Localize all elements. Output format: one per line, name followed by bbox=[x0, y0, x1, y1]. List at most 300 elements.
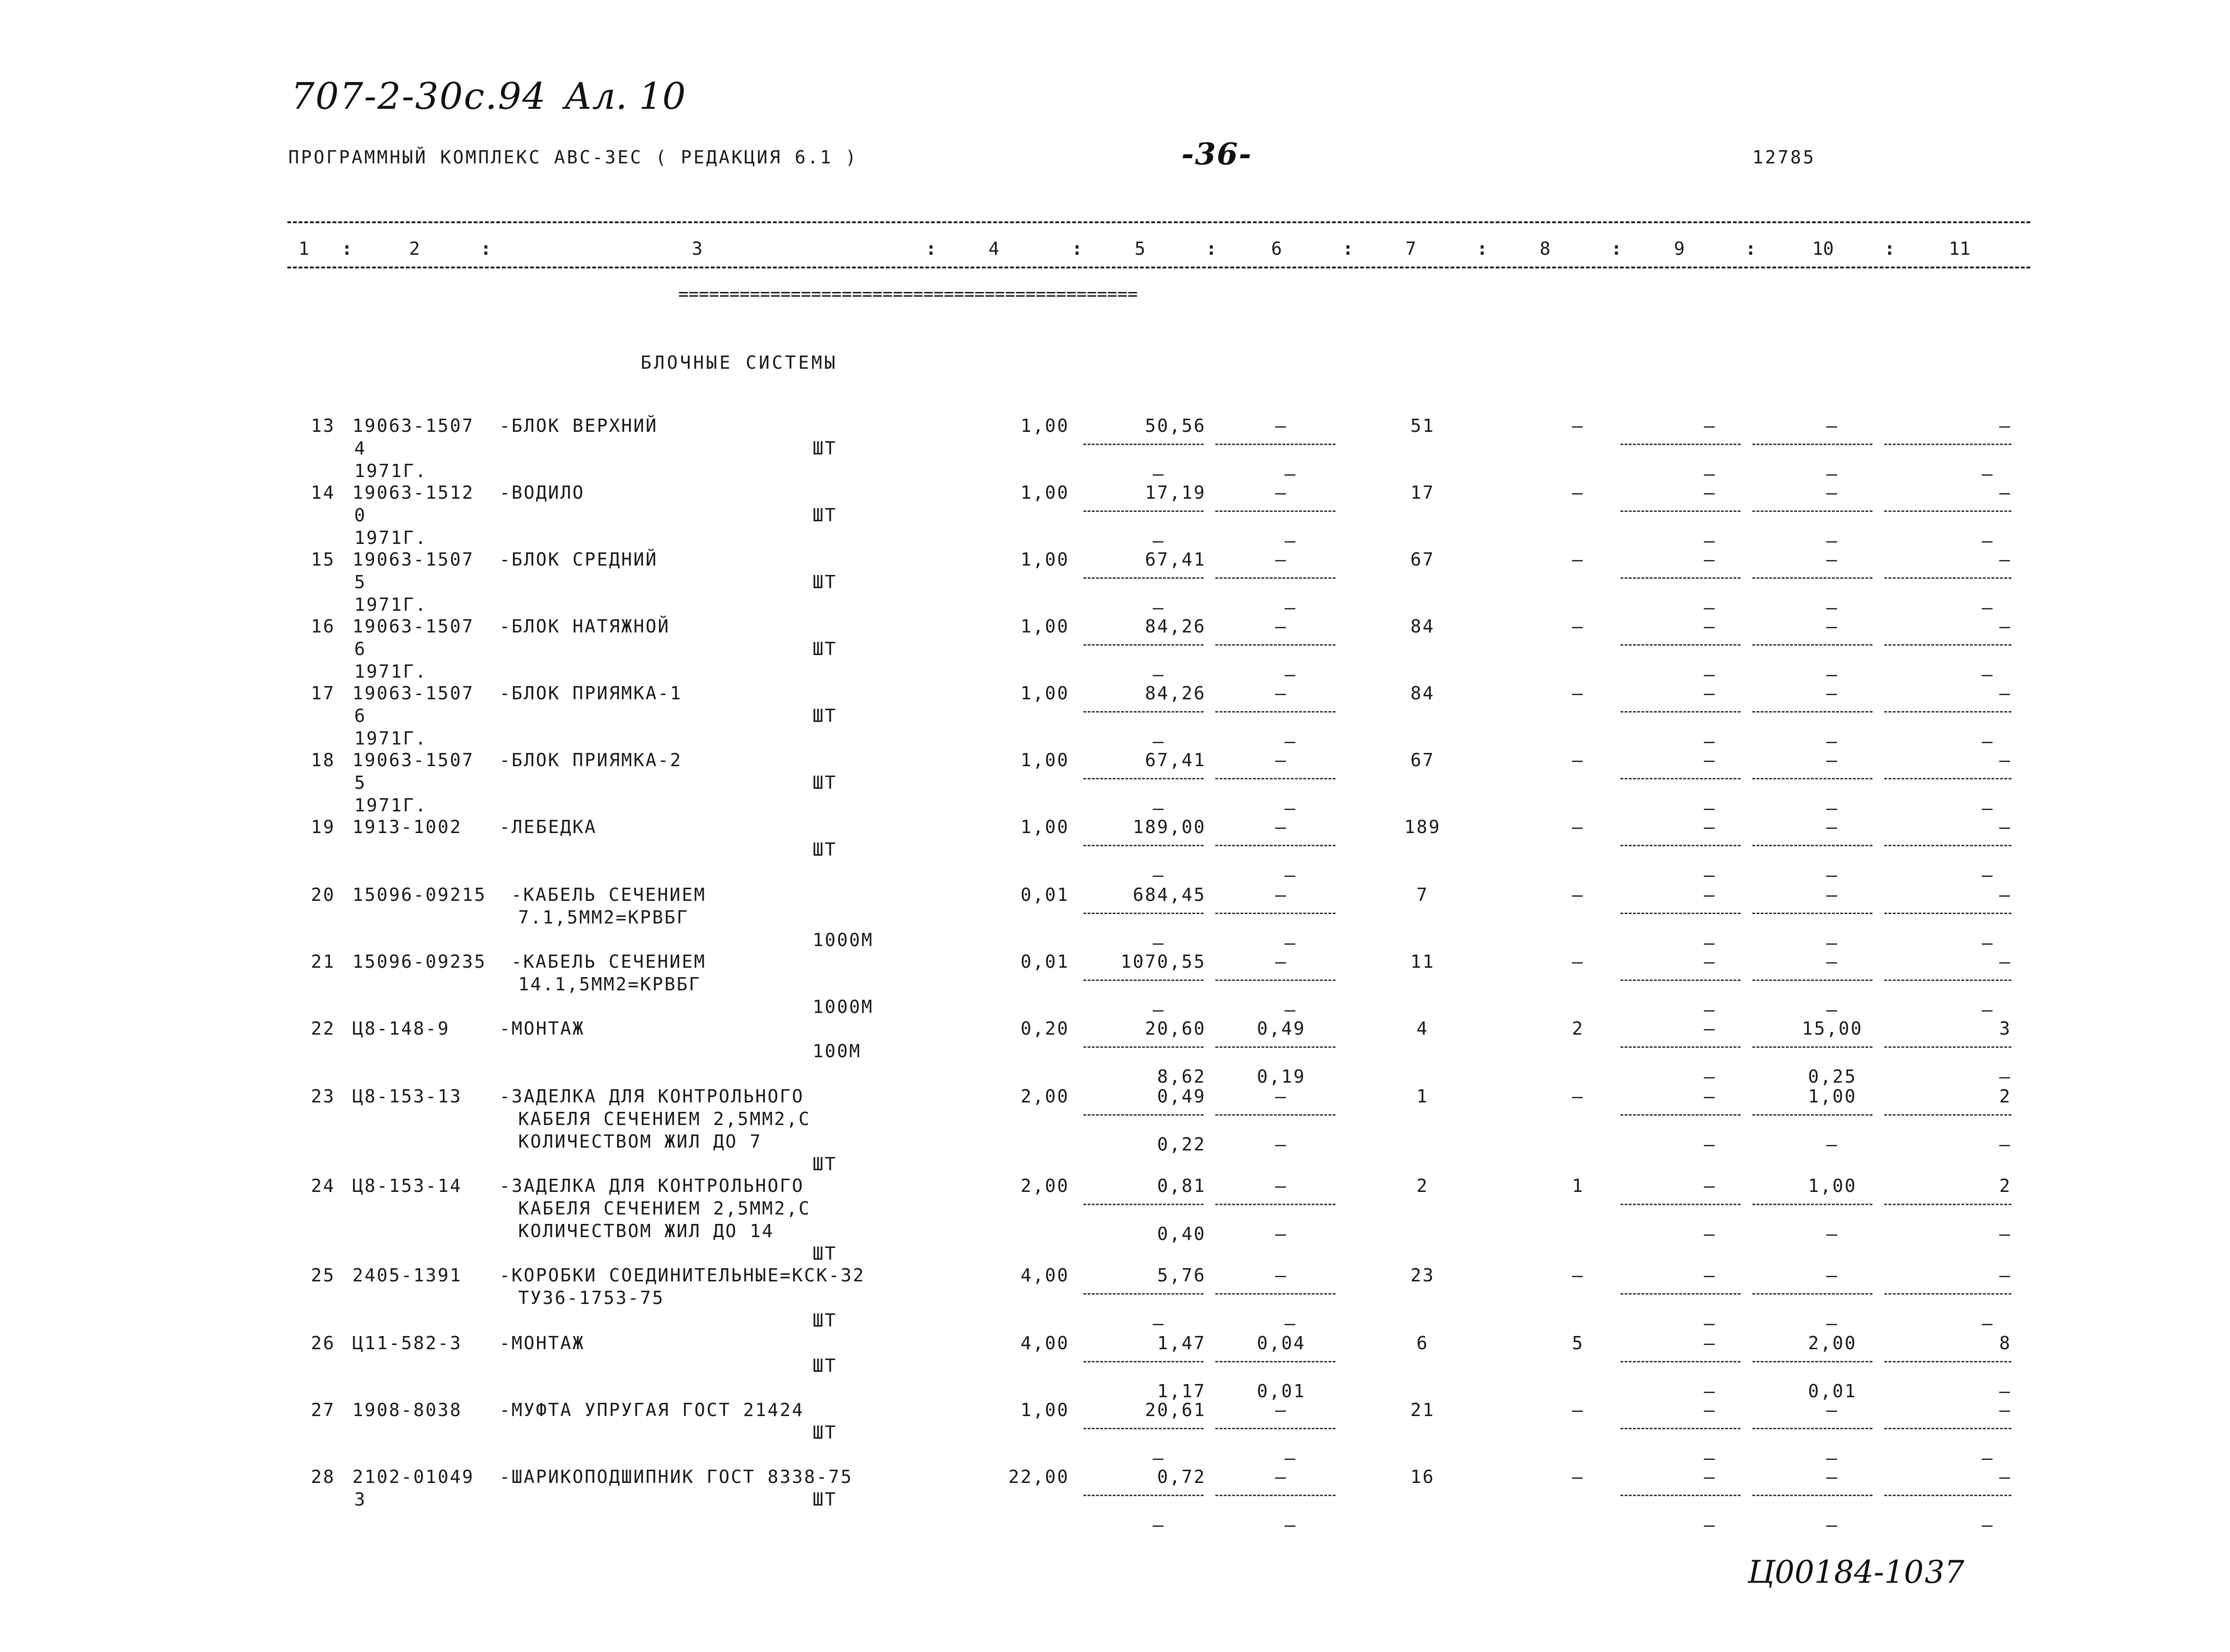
machine-cost: – bbox=[1275, 750, 1287, 770]
item-code: 2405-1391 bbox=[352, 1265, 462, 1286]
machine-wages: 0,19 bbox=[1257, 1066, 1306, 1087]
unit-price: 0,49 bbox=[1157, 1086, 1206, 1107]
item-description: КАБЕЛЯ СЕЧЕНИЕМ 2,5ММ2,С bbox=[518, 1198, 811, 1219]
cell-underline bbox=[1215, 577, 1335, 579]
cell-underline bbox=[1884, 577, 2011, 579]
dash: – bbox=[1704, 1313, 1716, 1334]
wages-cost: – bbox=[1572, 750, 1584, 770]
machine-wages: 0,01 bbox=[1257, 1381, 1306, 1401]
col11-value: – bbox=[1999, 817, 2011, 837]
machine-cost: – bbox=[1275, 1466, 1287, 1487]
unit-of-measure: ШТ bbox=[813, 772, 837, 793]
cell-underline bbox=[1620, 778, 1741, 779]
document-number: 12785 bbox=[1752, 147, 1816, 168]
labor-hours: – bbox=[1826, 616, 1839, 637]
dash: – bbox=[1704, 932, 1716, 953]
cell-underline bbox=[1752, 711, 1872, 713]
column-number: 5 bbox=[1134, 238, 1146, 259]
labor-hours: – bbox=[1826, 1400, 1839, 1420]
dash: – bbox=[1153, 530, 1165, 551]
column-separator: : bbox=[480, 238, 491, 259]
quantity: 1,00 bbox=[1020, 1400, 1069, 1420]
wages-cost: – bbox=[1572, 884, 1584, 905]
column-number: 10 bbox=[1812, 238, 1834, 259]
unit-price: 0,81 bbox=[1157, 1175, 1206, 1196]
quantity: 1,00 bbox=[1020, 683, 1069, 704]
dash: – bbox=[1153, 932, 1165, 953]
column-separator: : bbox=[1884, 238, 1895, 259]
labor-hours: – bbox=[1826, 884, 1839, 905]
labor-hours: – bbox=[1826, 750, 1839, 770]
item-code: Ц11-582-3 bbox=[352, 1333, 462, 1353]
row-number: 20 bbox=[311, 884, 335, 905]
item-description: -КОРОБКИ СОЕДИНИТЕЛЬНЫЕ=КСК-32 bbox=[499, 1265, 865, 1286]
quantity: 1,00 bbox=[1020, 750, 1069, 770]
labor-hours: 1,00 bbox=[1808, 1086, 1857, 1107]
item-code: 19063-1507 bbox=[352, 683, 474, 704]
cell-underline bbox=[1620, 644, 1741, 646]
cell-underline bbox=[1620, 444, 1741, 445]
dash: – bbox=[1153, 1448, 1165, 1468]
col11-value: – bbox=[1999, 683, 2011, 704]
dash: – bbox=[1982, 865, 1994, 885]
cell-underline bbox=[1215, 510, 1335, 512]
row-number: 22 bbox=[311, 1018, 335, 1039]
column-number: 9 bbox=[1674, 238, 1685, 259]
col9-value: – bbox=[1704, 549, 1716, 570]
unit-price-wages: 0,22 bbox=[1157, 1134, 1206, 1155]
dash: – bbox=[1826, 1514, 1839, 1535]
col9-sub: – bbox=[1704, 1223, 1716, 1244]
archive-stamp-code: Ц00184-10 bbox=[1748, 1554, 1924, 1590]
total-cost: 4 bbox=[1416, 1018, 1429, 1039]
col9-value: – bbox=[1704, 1175, 1716, 1196]
column-separator: : bbox=[1072, 238, 1082, 259]
unit-price: 17,19 bbox=[1145, 482, 1206, 503]
item-code: 15096-09235 bbox=[352, 951, 487, 972]
row-number: 14 bbox=[311, 482, 335, 503]
quantity: 4,00 bbox=[1020, 1265, 1069, 1286]
labor-hours: – bbox=[1826, 951, 1839, 972]
cell-underline bbox=[1752, 913, 1872, 914]
dash: – bbox=[1285, 865, 1297, 885]
col9-value: – bbox=[1704, 616, 1716, 637]
col11-value: 2 bbox=[1999, 1086, 2011, 1107]
col9-sub: – bbox=[1704, 1134, 1716, 1155]
archive-stamp-page: 37 bbox=[1925, 1554, 1964, 1590]
row-number: 27 bbox=[311, 1400, 335, 1420]
col11-value: – bbox=[1999, 1265, 2011, 1286]
cell-underline bbox=[1752, 1361, 1872, 1362]
unit-price: 684,45 bbox=[1132, 884, 1206, 905]
item-code: 2102-01049 bbox=[352, 1466, 474, 1487]
labor-hours: – bbox=[1826, 482, 1839, 503]
cell-underline bbox=[1620, 1428, 1741, 1429]
cell-underline bbox=[1083, 845, 1204, 846]
unit-of-measure: ШТ bbox=[813, 1243, 837, 1264]
dash: – bbox=[1153, 731, 1165, 752]
col9-value: – bbox=[1704, 750, 1716, 770]
quantity: 4,00 bbox=[1020, 1333, 1069, 1353]
cell-underline bbox=[1884, 980, 2011, 981]
item-description: -БЛОК ВЕРХНИЙ bbox=[499, 415, 658, 436]
unit-price: 5,76 bbox=[1157, 1265, 1206, 1286]
column-number: 2 bbox=[409, 238, 420, 259]
labor-hours: – bbox=[1826, 415, 1839, 436]
row-number: 16 bbox=[311, 616, 335, 637]
machine-cost: – bbox=[1275, 884, 1287, 905]
unit-price: 84,26 bbox=[1145, 616, 1206, 637]
dash: – bbox=[1982, 999, 1994, 1020]
dash: – bbox=[1826, 664, 1839, 685]
cell-underline bbox=[1620, 577, 1741, 579]
item-description: -ЗАДЕЛКА ДЛЯ КОНТРОЛЬНОГО bbox=[499, 1175, 804, 1196]
wages-cost: – bbox=[1572, 1265, 1584, 1286]
cell-underline bbox=[1884, 444, 2011, 445]
dash: – bbox=[1826, 731, 1839, 752]
item-code: 1908-8038 bbox=[352, 1400, 462, 1420]
wages-cost: – bbox=[1572, 549, 1584, 570]
unit-of-measure: ШТ bbox=[813, 1422, 837, 1443]
wages-cost: – bbox=[1572, 482, 1584, 503]
cell-underline bbox=[1083, 711, 1204, 713]
machine-cost: – bbox=[1275, 1086, 1287, 1107]
dash: – bbox=[1153, 865, 1165, 885]
col9-value: – bbox=[1704, 415, 1716, 436]
dash: – bbox=[1826, 463, 1839, 484]
col9-value: – bbox=[1704, 1400, 1716, 1420]
row-number: 21 bbox=[311, 951, 335, 972]
column-separator: : bbox=[1206, 238, 1217, 259]
cell-underline bbox=[1620, 1293, 1741, 1295]
machine-cost: – bbox=[1275, 616, 1287, 637]
item-code: 15096-09215 bbox=[352, 884, 487, 905]
item-code-suffix: 5 bbox=[354, 572, 366, 592]
item-code-suffix: 4 bbox=[354, 438, 366, 459]
item-code: 19063-1507 bbox=[352, 750, 474, 770]
total-cost: 189 bbox=[1404, 817, 1441, 837]
col11-value: – bbox=[1999, 951, 2011, 972]
quantity: 1,00 bbox=[1020, 415, 1069, 436]
dash: – bbox=[1704, 999, 1716, 1020]
total-cost: 84 bbox=[1410, 683, 1435, 704]
dash: – bbox=[1285, 530, 1297, 551]
unit-price: 20,61 bbox=[1145, 1400, 1206, 1420]
col11-value: – bbox=[1999, 1466, 2011, 1487]
item-code-year: 1971Г. bbox=[354, 527, 428, 548]
col9-value: – bbox=[1704, 1086, 1716, 1107]
machine-cost: – bbox=[1275, 683, 1287, 704]
dash: – bbox=[1285, 463, 1297, 484]
cell-underline bbox=[1884, 711, 2011, 713]
item-code-suffix: 3 bbox=[354, 1489, 366, 1510]
machine-wages: – bbox=[1275, 1223, 1287, 1244]
cell-underline bbox=[1620, 845, 1741, 846]
col11-value: – bbox=[1999, 415, 2011, 436]
quantity: 1,00 bbox=[1020, 616, 1069, 637]
col11-value: 3 bbox=[1999, 1018, 2011, 1039]
cell-underline bbox=[1083, 577, 1204, 579]
cell-underline bbox=[1083, 1046, 1204, 1048]
cell-underline bbox=[1620, 913, 1741, 914]
wages-cost: – bbox=[1572, 817, 1584, 837]
dash: – bbox=[1285, 1313, 1297, 1334]
col11-value: 8 bbox=[1999, 1333, 2011, 1353]
item-code: Ц8-153-14 bbox=[352, 1175, 462, 1196]
dash: – bbox=[1826, 865, 1839, 885]
column-number: 4 bbox=[988, 238, 1000, 259]
machine-cost: – bbox=[1275, 1175, 1287, 1196]
cell-underline bbox=[1884, 1293, 2011, 1295]
dash: – bbox=[1982, 530, 1994, 551]
labor-hours-sub: – bbox=[1826, 1223, 1839, 1244]
cell-underline bbox=[1215, 1428, 1335, 1429]
item-code-year: 1971Г. bbox=[354, 661, 428, 682]
column-separator: : bbox=[1611, 238, 1622, 259]
cell-underline bbox=[1884, 1046, 2011, 1048]
row-number: 19 bbox=[311, 817, 335, 837]
wages-cost: 1 bbox=[1572, 1175, 1584, 1196]
cell-underline bbox=[1215, 913, 1335, 914]
item-code: 19063-1512 bbox=[352, 482, 474, 503]
total-cost: 51 bbox=[1410, 415, 1435, 436]
dash: – bbox=[1704, 597, 1716, 618]
unit-price-wages: 0,40 bbox=[1157, 1223, 1206, 1244]
row-number: 25 bbox=[311, 1265, 335, 1286]
wages-cost: – bbox=[1572, 616, 1584, 637]
dash: – bbox=[1826, 1313, 1839, 1334]
total-cost: 17 bbox=[1410, 482, 1435, 503]
machine-cost: – bbox=[1275, 817, 1287, 837]
machine-cost: 0,49 bbox=[1257, 1018, 1306, 1039]
cell-underline bbox=[1083, 510, 1204, 512]
unit-of-measure: ШТ bbox=[813, 839, 837, 860]
dash: – bbox=[1285, 664, 1297, 685]
item-description: 14.1,5ММ2=КРВБГ bbox=[518, 974, 701, 995]
cell-underline bbox=[1215, 1046, 1335, 1048]
item-description: -МОНТАЖ bbox=[499, 1018, 585, 1039]
cell-underline bbox=[1083, 1361, 1204, 1362]
cell-underline bbox=[1215, 1361, 1335, 1362]
unit-of-measure: ШТ bbox=[813, 1489, 837, 1510]
unit-price-wages: 8,62 bbox=[1157, 1066, 1206, 1087]
cell-underline bbox=[1752, 644, 1872, 646]
labor-hours: – bbox=[1826, 1466, 1839, 1487]
cell-underline bbox=[1752, 1293, 1872, 1295]
dash: – bbox=[1982, 463, 1994, 484]
col9-value: – bbox=[1704, 1466, 1716, 1487]
cell-underline bbox=[1215, 644, 1335, 646]
cell-underline bbox=[1215, 845, 1335, 846]
cell-underline bbox=[1884, 510, 2011, 512]
cell-underline bbox=[1083, 913, 1204, 914]
cell-underline bbox=[1215, 1114, 1335, 1116]
header-rule-bottom bbox=[287, 267, 2030, 268]
unit-of-measure: ШТ bbox=[813, 1310, 837, 1331]
unit-of-measure: ШТ bbox=[813, 438, 837, 459]
labor-hours: – bbox=[1826, 683, 1839, 704]
dash: – bbox=[1826, 530, 1839, 551]
unit-of-measure: ШТ bbox=[813, 572, 837, 592]
total-cost: 67 bbox=[1410, 750, 1435, 770]
item-code-suffix: 0 bbox=[354, 505, 366, 526]
wages-cost: – bbox=[1572, 415, 1584, 436]
dash: – bbox=[1982, 731, 1994, 752]
item-description: -ЗАДЕЛКА ДЛЯ КОНТРОЛЬНОГО bbox=[499, 1086, 804, 1107]
unit-price: 50,56 bbox=[1145, 415, 1206, 436]
column-number: 7 bbox=[1405, 238, 1416, 259]
dash: – bbox=[1704, 463, 1716, 484]
sheet-number: Ал. 10 bbox=[564, 75, 686, 118]
item-code-suffix: 6 bbox=[354, 705, 366, 726]
cell-underline bbox=[1752, 1428, 1872, 1429]
item-description: -МОНТАЖ bbox=[499, 1333, 585, 1353]
cell-underline bbox=[1620, 980, 1741, 981]
dash: – bbox=[1826, 1448, 1839, 1468]
unit-of-measure: 1000М bbox=[813, 996, 874, 1017]
column-number: 8 bbox=[1539, 238, 1551, 259]
cell-underline bbox=[1620, 510, 1741, 512]
dash: – bbox=[1982, 932, 1994, 953]
col9-value: – bbox=[1704, 1018, 1716, 1039]
unit-price: 0,72 bbox=[1157, 1466, 1206, 1487]
unit-price: 189,00 bbox=[1132, 817, 1206, 837]
item-description: -БЛОК СРЕДНИЙ bbox=[499, 549, 658, 570]
labor-hours-sub: 0,25 bbox=[1808, 1066, 1857, 1087]
cell-underline bbox=[1752, 1046, 1872, 1048]
quantity: 1,00 bbox=[1020, 482, 1069, 503]
program-title: ПРОГРАММНЫЙ КОМПЛЕКС АВС-3ЕС ( РЕДАКЦИЯ 6.1 ) bbox=[288, 147, 858, 168]
row-number: 28 bbox=[311, 1466, 335, 1487]
row-number: 15 bbox=[311, 549, 335, 570]
col11-value: – bbox=[1999, 482, 2011, 503]
col9-value: – bbox=[1704, 683, 1716, 704]
col11-sub: – bbox=[1999, 1066, 2011, 1087]
dash: – bbox=[1704, 1448, 1716, 1468]
dash: – bbox=[1153, 664, 1165, 685]
wages-cost: – bbox=[1572, 1400, 1584, 1420]
cell-underline bbox=[1752, 577, 1872, 579]
machine-wages: – bbox=[1275, 1134, 1287, 1155]
quantity: 2,00 bbox=[1020, 1175, 1069, 1196]
col9-value: – bbox=[1704, 1333, 1716, 1353]
item-code: 19063-1507 bbox=[352, 616, 474, 637]
dash: – bbox=[1826, 597, 1839, 618]
cell-underline bbox=[1752, 1204, 1872, 1205]
cell-underline bbox=[1215, 778, 1335, 779]
col9-value: – bbox=[1704, 1265, 1716, 1286]
dash: – bbox=[1285, 1448, 1297, 1468]
item-code: 19063-1507 bbox=[352, 415, 474, 436]
col9-value: – bbox=[1704, 482, 1716, 503]
row-number: 13 bbox=[311, 415, 335, 436]
cell-underline bbox=[1752, 444, 1872, 445]
cell-underline bbox=[1752, 845, 1872, 846]
dash: – bbox=[1704, 1514, 1716, 1535]
column-separator: : bbox=[1343, 238, 1353, 259]
labor-hours: – bbox=[1826, 817, 1839, 837]
col11-value: – bbox=[1999, 616, 2011, 637]
dash: – bbox=[1982, 1448, 1994, 1468]
cell-underline bbox=[1884, 913, 2011, 914]
dash: – bbox=[1704, 731, 1716, 752]
wages-cost: – bbox=[1572, 1466, 1584, 1487]
cell-underline bbox=[1884, 644, 2011, 646]
machine-cost: – bbox=[1275, 1265, 1287, 1286]
header-rule-top bbox=[287, 221, 2030, 223]
dash: – bbox=[1982, 798, 1994, 818]
item-description: -БЛОК ПРИЯМКА-2 bbox=[499, 750, 683, 770]
cell-underline bbox=[1215, 1204, 1335, 1205]
quantity: 0,01 bbox=[1020, 951, 1069, 972]
document-code: 707-2-30с.94 bbox=[291, 75, 547, 118]
unit-of-measure: 1000М bbox=[813, 930, 874, 950]
column-number: 6 bbox=[1271, 238, 1282, 259]
item-description: 7.1,5ММ2=КРВБГ bbox=[518, 907, 689, 928]
total-cost: 21 bbox=[1410, 1400, 1435, 1420]
col11-value: – bbox=[1999, 549, 2011, 570]
quantity: 0,01 bbox=[1020, 884, 1069, 905]
col11-value: 2 bbox=[1999, 1175, 2011, 1196]
cell-underline bbox=[1752, 1495, 1872, 1496]
machine-cost: – bbox=[1275, 482, 1287, 503]
item-description: -ШАРИКОПОДШИПНИК ГОСТ 8338-75 bbox=[499, 1466, 853, 1487]
item-code: 19063-1507 bbox=[352, 549, 474, 570]
item-description: -ЛЕБЕДКА bbox=[499, 817, 597, 837]
item-code-year: 1971Г. bbox=[354, 461, 428, 481]
column-number: 11 bbox=[1949, 238, 1970, 259]
machine-cost: 0,04 bbox=[1257, 1333, 1306, 1353]
cell-underline bbox=[1215, 1495, 1335, 1496]
row-number: 18 bbox=[311, 750, 335, 770]
machine-cost: – bbox=[1275, 549, 1287, 570]
cell-underline bbox=[1752, 778, 1872, 779]
cell-underline bbox=[1620, 1114, 1741, 1116]
dash: – bbox=[1153, 1313, 1165, 1334]
cell-underline bbox=[1752, 980, 1872, 981]
labor-hours: – bbox=[1826, 1265, 1839, 1286]
col11-value: – bbox=[1999, 750, 2011, 770]
column-separator: : bbox=[342, 238, 352, 259]
cell-underline bbox=[1884, 778, 2011, 779]
wages-cost: 5 bbox=[1572, 1333, 1584, 1353]
row-number: 23 bbox=[311, 1086, 335, 1107]
section-title: БЛОЧНЫЕ СИСТЕМЫ bbox=[641, 352, 838, 373]
labor-hours-sub: 0,01 bbox=[1808, 1381, 1857, 1401]
unit-price: 84,26 bbox=[1145, 683, 1206, 704]
item-code-suffix: 6 bbox=[354, 639, 366, 659]
total-cost: 16 bbox=[1410, 1466, 1435, 1487]
cell-underline bbox=[1083, 980, 1204, 981]
cell-underline bbox=[1884, 1114, 2011, 1116]
col11-sub: – bbox=[1999, 1381, 2011, 1401]
dash: – bbox=[1153, 597, 1165, 618]
labor-hours: 1,00 bbox=[1808, 1175, 1857, 1196]
cell-underline bbox=[1215, 711, 1335, 713]
item-code-year: 1971Г. bbox=[354, 795, 428, 816]
cell-underline bbox=[1752, 510, 1872, 512]
dash: – bbox=[1285, 731, 1297, 752]
labor-hours: 2,00 bbox=[1808, 1333, 1857, 1353]
dash: – bbox=[1704, 530, 1716, 551]
item-description: КОЛИЧЕСТВОМ ЖИЛ ДО 14 bbox=[518, 1221, 774, 1241]
item-description: -БЛОК ПРИЯМКА-1 bbox=[499, 683, 683, 704]
item-code: 1913-1002 bbox=[352, 817, 462, 837]
unit-of-measure: ШТ bbox=[813, 1154, 837, 1174]
unit-price: 20,60 bbox=[1145, 1018, 1206, 1039]
wages-cost: 2 bbox=[1572, 1018, 1584, 1039]
cell-underline bbox=[1083, 1293, 1204, 1295]
